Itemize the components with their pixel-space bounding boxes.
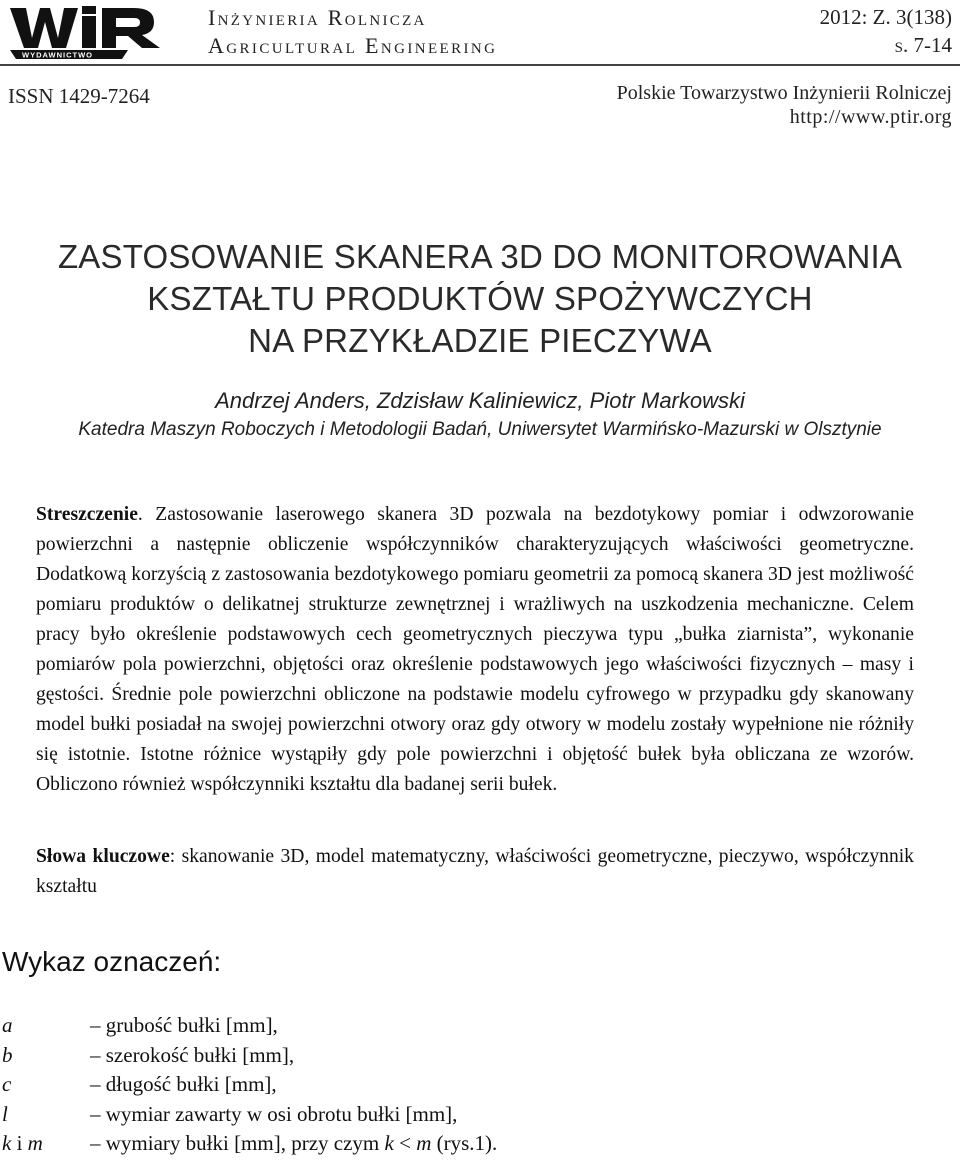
notation-desc: – wymiar zawarty w osi obrotu bułki [mm], — [90, 1101, 458, 1126]
notation-symbol: l — [2, 1101, 8, 1126]
notation-desc-m: m — [416, 1131, 432, 1155]
notation-symbol: a — [2, 1013, 13, 1037]
title-line-1: ZASTOSOWANIE SKANERA 3D DO MONITOROWANIA — [57, 238, 903, 275]
keywords-label: Słowa kluczowe — [36, 846, 170, 867]
affiliation: Katedra Maszyn Roboczych i Metodologii Badań, Uniwersytet Warmińsko-Mazurski w Olsztynie — [78, 419, 882, 440]
publisher-url[interactable]: http://www.ptir.org — [789, 106, 952, 128]
notation-desc: – długość bułki [mm], — [90, 1072, 277, 1096]
header-rule — [0, 64, 960, 66]
notation-symbol: b — [2, 1042, 13, 1067]
notation-desc — [90, 1129, 497, 1159]
notation-symbol-m: m — [27, 1131, 43, 1155]
notation-symbol-k: k — [2, 1131, 12, 1155]
issue-number: 2012: Z. 3(138) — [819, 5, 952, 29]
abstract — [36, 500, 914, 800]
page-range: s. 7-14 — [894, 33, 952, 57]
abstract-label: Streszczenie — [36, 504, 138, 525]
notation-desc-k: k — [384, 1131, 394, 1155]
notation-symbol-and: i — [11, 1131, 28, 1155]
issn: ISSN 1429-7264 — [8, 84, 150, 108]
journal-header — [0, 0, 960, 140]
title-line-2: KSZTAŁTU PRODUKTÓW SPOŻYWCZYCH — [147, 280, 813, 317]
wir-logo — [8, 4, 163, 60]
journal-name-pl: Inżynieria Rolnicza — [208, 5, 427, 30]
notation-list — [2, 1011, 902, 1159]
title-line-3: NA PRZYKŁADZIE PIECZYWA — [248, 322, 712, 359]
keywords — [36, 842, 914, 902]
paper-title — [0, 236, 960, 362]
notation-symbol: c — [2, 1072, 12, 1096]
keywords-text: : skanowanie 3D, model matematyczny, właściwości geometryczne, pieczywo, współczynnik kształtu — [36, 846, 914, 897]
notation-item — [2, 1100, 902, 1130]
abstract-text: . Zastosowanie laserowego skanera 3D pozwala na bezdotykowy pomiar i odwzorowanie powierzchni a następnie obliczenie współczynników charakteryzujących właściwości geometryczne. Dodatkową korzyścią z zastosowania bezdotykowego pomiaru geometrii za pomocą skanera 3D jest możliwość pomiaru produktów o delikatnej strukturze zewnętrznej i wrażliwych na uszkodzenia mechaniczne. Celem pracy było określenie podstawowych cech geometrycznych pieczywa typu „bułka ziarnista”, wykonanie pomiarów pola powierzchni, objętości oraz określenie podstawowych jego właściwości fizycznych – masy i gęstości. Średnie pole powierzchni obliczone na podstawie modelu cyfrowego w przypadku gdy skanowany model bułki posiadał na swojej powierzchni otwory oraz gdy otwory w modelu zostały wypełnione nie różniły się istotnie. Istotne różnice wystąpiły gdy pole powierzchni i objętość bułek była obliczana ze wzorów. Obliczono również współczynniki kształtu dla badanej serii bułek. — [36, 504, 914, 795]
journal-name-en: Agricultural Engineering — [208, 33, 498, 58]
notation-desc: – grubość bułki [mm], — [90, 1013, 278, 1037]
notation-item — [2, 1070, 902, 1100]
publisher-society: Polskie Towarzystwo Inżynierii Rolniczej — [616, 82, 952, 104]
logo-subtext: WYDAWNICTWO — [22, 50, 93, 60]
notation-desc: – szerokość bułki [mm], — [90, 1042, 295, 1067]
notation-item — [2, 1041, 902, 1071]
notation-item — [2, 1011, 902, 1041]
notation-item — [2, 1129, 902, 1159]
notation-desc-pre: – wymiary bułki [mm], przy czym — [90, 1131, 385, 1155]
notation-heading: Wykaz oznaczeń: — [2, 946, 222, 977]
notation-desc-lt: < — [393, 1131, 417, 1155]
authors: Andrzej Anders, Zdzisław Kaliniewicz, Piotr Markowski — [215, 388, 745, 413]
notation-desc-post: (rys.1). — [431, 1131, 498, 1155]
